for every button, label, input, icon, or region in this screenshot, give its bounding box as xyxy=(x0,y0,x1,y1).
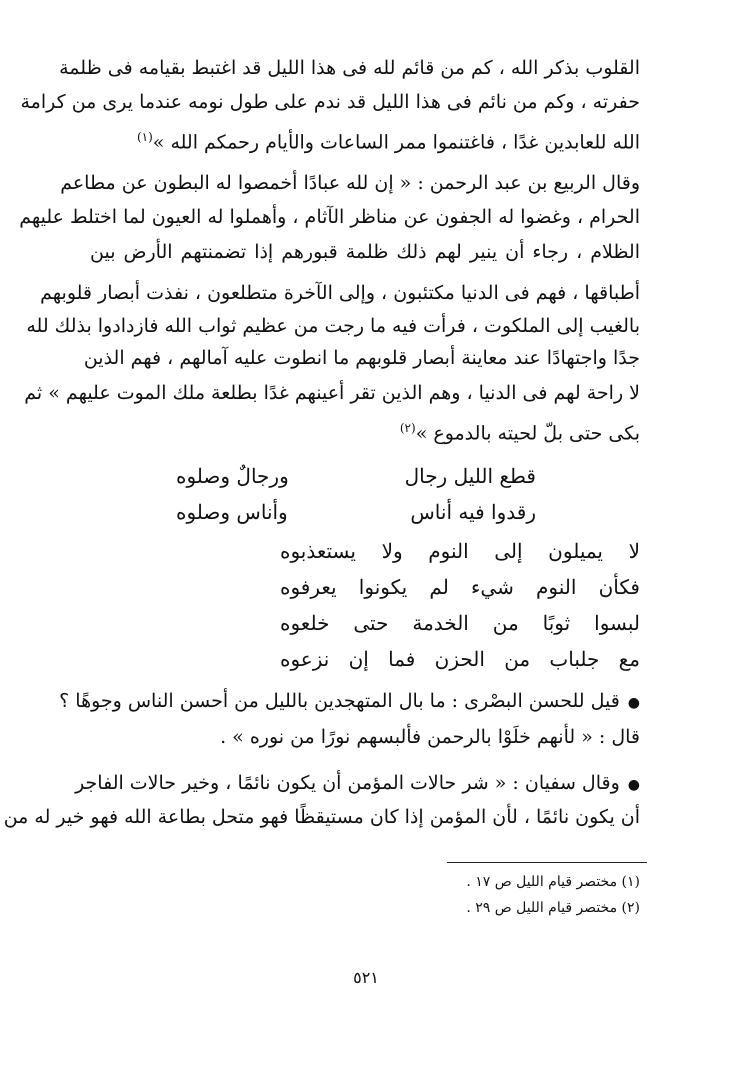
poem-line: لا يميلون إلى النوم ولا يستعذبوه xyxy=(280,539,640,563)
hemistich-right: قطع الليل رجال xyxy=(404,464,536,488)
page-number: ٥٢١ xyxy=(353,968,379,987)
hemistich-right: رقدوا فيه أناس xyxy=(410,500,536,524)
bullet-item: ●وقال سفيان : « شر حالات المؤمن أن يكون نائمًا ، وخير حالات الفاجر xyxy=(75,772,640,794)
text-line: أطباقها ، فهم فى الدنيا مكتئبون ، وإلى الآخرة متطلعون ، نفذت أبصار قلوبهم xyxy=(40,282,640,304)
text-line: جدًا واجتهادًا عند معاينة أبصار قلوبهم ما انطوت عليه آمالهم ، فهم الذين xyxy=(83,347,640,369)
bullet-item: ●قيل للحسن البصْرى : ما بال المتهجدين بالليل من أحسن الناس وجوهًا ؟ xyxy=(59,690,640,712)
footnote: (٢) مختصر قيام الليل ص ٢٩ . xyxy=(466,900,640,916)
footnote: (١) مختصر قيام الليل ص ١٧ . xyxy=(466,874,640,890)
text-line: الحرام ، وغضوا له الجفون عن مناظر الآثام ، وأهملوا له العيون لما اختلط عليهم xyxy=(19,206,640,228)
hemistich-left: وأناس وصلوه xyxy=(176,500,288,524)
bullet-icon: ● xyxy=(627,777,640,793)
hemistich-left: ورجالٌ وصلوه xyxy=(176,464,289,488)
text-line: قال : « لأنهم خلَوْا بالرحمن فألبسهم نورًا من نوره » . xyxy=(220,726,640,748)
poem-line: فكأن النوم شيء لم يكونوا يعرفوه xyxy=(280,575,640,599)
text-line: وقال الربيع بن عبد الرحمن : « إن لله عبادًا أخمصوا له البطون عن مطاعم xyxy=(60,172,640,194)
text-line: القلوب بذكر الله ، كم من قائم لله فى هذا الليل قد اغتبط بقيامه فى ظلمة xyxy=(59,57,640,79)
bullet-icon: ● xyxy=(627,695,640,711)
footnote-divider xyxy=(447,862,647,863)
text-line: لا راحة لهم فى الدنيا ، وهم الذين تقر أعينهم غدًا بطلعة ملك الموت عليهم » ثم xyxy=(24,382,640,404)
text-line: حفرته ، وكم من نائم فى هذا الليل قد ندم على طول نومه عندما يرى من كرامة xyxy=(20,91,640,113)
text-line: الله للعابدين غدًا ، فاغتنموا ممر الساعات والأيام رحمكم الله »$^{(١)}$ xyxy=(136,130,640,154)
poem-line: مع جلباب من الحزن فما إن نزعوه xyxy=(280,647,640,671)
text-line: أن يكون نائمًا ، لأن المؤمن إذا كان مستيقظًا فهو متحل بطاعة الله فهو خير له من xyxy=(3,806,640,828)
poem-couplet xyxy=(176,462,536,490)
footnote-ref-2: (٢) xyxy=(399,421,416,435)
text-line: الظلام ، رجاء أن ينير لهم ذلك ظلمة قبورهم إذا تضمنتهم الأرض بين xyxy=(90,241,640,263)
poem-couplet xyxy=(176,498,536,526)
text-line: بكى حتى بلّ لحيته بالدموع »$^{(٢)}$ xyxy=(399,421,640,445)
footnote-ref-1: (١) xyxy=(136,130,153,144)
poem-line: لبسوا ثوبًا من الخدمة حتى خلعوه xyxy=(280,611,640,635)
text-line: بالغيب إلى الملكوت ، فرأت فيه ما رجت من عظيم ثواب الله فازدادوا بذلك لله xyxy=(26,315,640,337)
